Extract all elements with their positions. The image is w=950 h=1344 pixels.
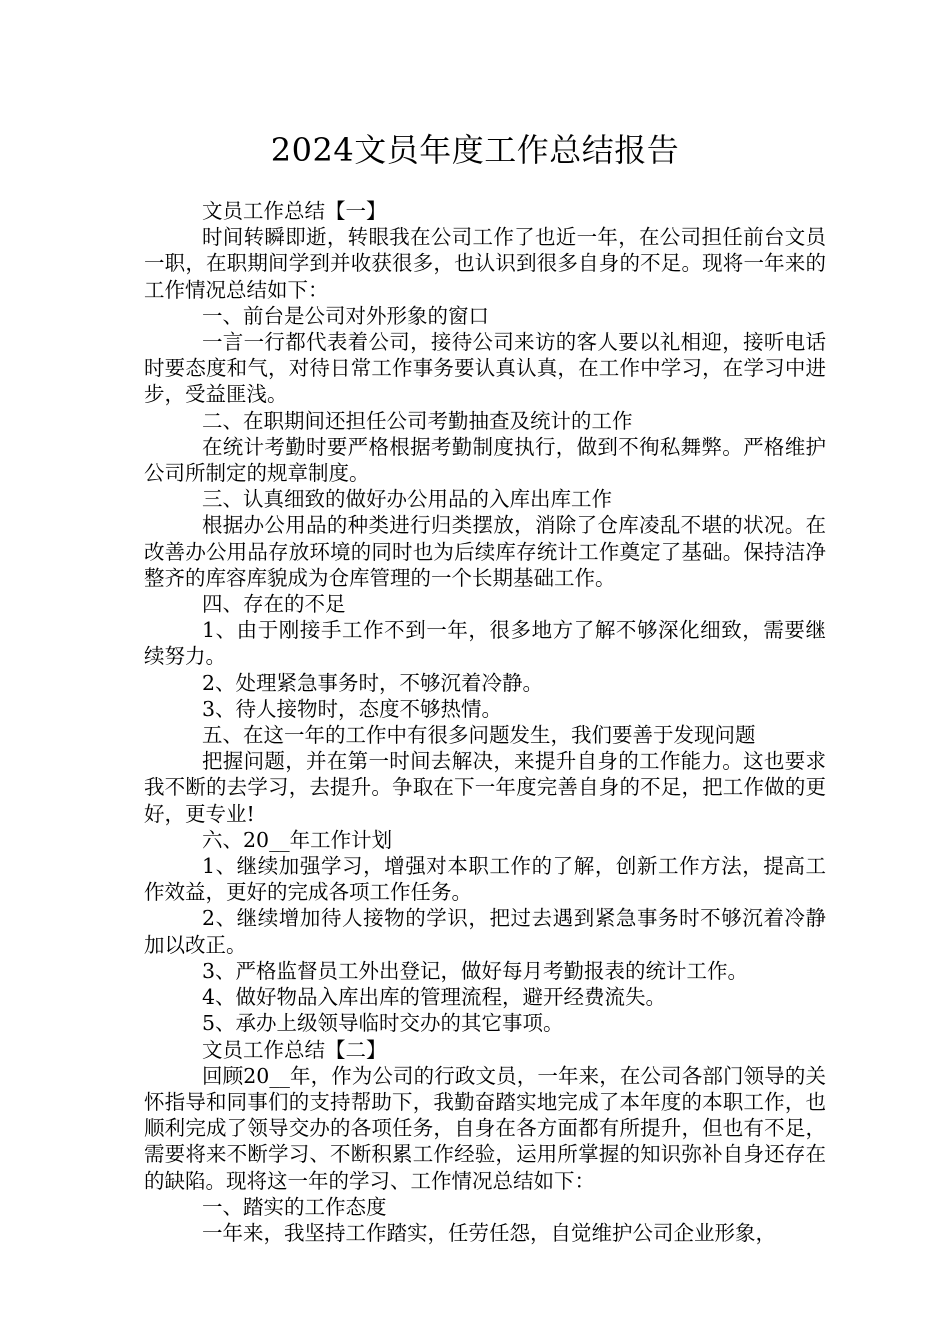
list-item: 1、由于刚接手工作不到一年，很多地方了解不够深化细致，需要继续努力。 [144,618,826,669]
paragraph: 一言一行都代表着公司，接待公司来访的客人要以礼相迎，接听电话时要态度和气，对待日常工作事务要认真认真，在工作中学习，在学习中进步，受益匪浅。 [144,330,826,407]
subsection-heading: 五、在这一年的工作中有很多问题发生，我们要善于发现问题 [202,723,756,748]
list-item: 2、继续增加待人接物的学识，把过去遇到紧急事务时不够沉着冷静加以改正。 [144,906,826,957]
subsection-heading: 一、前台是公司对外形象的窗口 [202,303,489,328]
paragraph: 把握问题，并在第一时间去解决，来提升自身的工作能力。这也要求我不断的去学习，去提升。争取在下一年度完善自身的不足，把工作做的更好，更专业! [144,749,826,826]
list-item: 3、严格监督员工外出登记，做好每月考勤报表的统计工作。 [202,958,749,983]
list-item: 5、承办上级领导临时交办的其它事项。 [202,1011,564,1036]
subsection-heading: 一、踏实的工作态度 [202,1194,387,1219]
paragraph: 根据办公用品的种类进行归类摆放，消除了仓库凌乱不堪的状况。在改善办公用品存放环境的同时也为后续库存统计工作奠定了基础。保持洁净整齐的库容库貌成为仓库管理的一个长期基础工作。 [144,513,826,590]
paragraph: 在统计考勤时要严格根据考勤制度执行，做到不徇私舞弊。严格维护公司所制定的规章制度。 [144,434,826,486]
subsection-heading: 六、20__年工作计划 [202,827,393,852]
section-heading: 文员工作总结【一】 [202,199,387,223]
subsection-heading: 四、存在的不足 [202,592,346,617]
list-item: 2、处理紧急事务时，不够沉着冷静。 [202,670,544,695]
paragraph: 时间转瞬即逝，转眼我在公司工作了也近一年，在公司担任前台文员一职，在职期间学到并收获很多，也认识到很多自身的不足。现将一年来的工作情况总结如下： [144,225,826,302]
paragraph: 一年来，我坚持工作踏实，任劳任怨，自觉维护公司企业形象， [202,1220,776,1245]
document-body [144,198,826,1246]
list-item: 1、继续加强学习，增强对本职工作的了解，创新工作方法，提高工作效益，更好的完成各项工作任务。 [144,854,826,905]
subsection-heading: 三、认真细致的做好办公用品的入库出库工作 [202,487,612,512]
subsection-heading: 二、在职期间还担任公司考勤抽查及统计的工作 [202,408,633,433]
list-item: 4、做好物品入库出库的管理流程，避开经费流失。 [202,985,667,1010]
list-item: 3、待人接物时，态度不够热情。 [202,696,503,721]
paragraph: 回顾20__年，作为公司的行政文员，一年来，在公司各部门领导的关怀指导和同事们的支持帮助下，我勤奋踏实地完成了本年度的本职工作，也顺利完成了领导交办的各项任务，自身在各方面都有所提升，但也有不足，需要将来不断学习、不断积累工作经验，运用所掌握的知识弥补自身还存在的缺陷。现将这一年的学习、工作情况总结如下： [144,1063,826,1193]
section-heading: 文员工作总结【二】 [202,1037,387,1062]
document-title: 2024文员年度工作总结报告 [270,131,680,169]
